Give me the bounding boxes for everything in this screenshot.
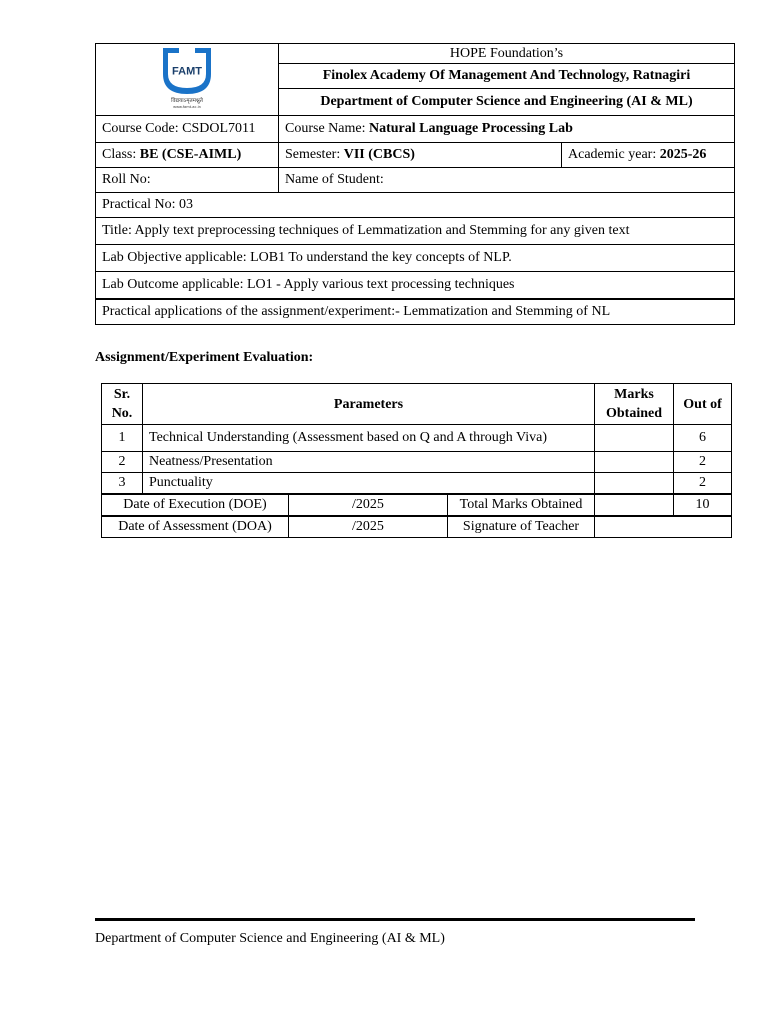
- evaluation-table: [101, 383, 732, 538]
- doa-value: /2025: [289, 516, 448, 538]
- row-outof: 6: [674, 425, 732, 452]
- famt-logo: [159, 44, 215, 110]
- logo-url: www.famt.ac.in: [173, 105, 201, 109]
- semester-cell: Semester: VII (CBCS): [279, 143, 562, 168]
- row-parameter: Neatness/Presentation: [143, 452, 595, 473]
- total-marks-label: Total Marks Obtained: [448, 494, 595, 516]
- signature-field: [595, 516, 732, 538]
- row-sr: 3: [102, 473, 143, 495]
- footer-divider: [95, 918, 695, 921]
- logo-tagline: विद्ययाऽमृतमश्नुते: [171, 98, 203, 104]
- row-sr: 1: [102, 425, 143, 452]
- col-header-parameters: Parameters: [143, 384, 595, 425]
- row-outof: 2: [674, 473, 732, 495]
- row-parameter: Punctuality: [143, 473, 595, 495]
- row-outof: 2: [674, 452, 732, 473]
- semester-value: VII (CBCS): [343, 147, 415, 162]
- course-code: Course Code: CSDOL7011: [96, 116, 279, 143]
- foundation-name: HOPE Foundation’s: [279, 44, 735, 64]
- class-value: BE (CSE-AIML): [139, 147, 242, 162]
- doe-value: /2025: [289, 494, 448, 516]
- col-header-outof: Out of: [674, 384, 732, 425]
- row-parameter: Technical Understanding (Assessment based on Q and A through Viva): [143, 425, 595, 452]
- doa-row: [102, 516, 732, 538]
- table-row: [102, 452, 732, 473]
- col-header-sr: Sr. No.: [102, 384, 143, 425]
- logo-text: FAMT: [172, 65, 202, 78]
- doe-label: Date of Execution (DOE): [102, 494, 289, 516]
- practical-number: Practical No: 03: [96, 193, 735, 218]
- roll-no-field: Roll No:: [96, 168, 279, 193]
- row-sr: 2: [102, 452, 143, 473]
- institute-name: Finolex Academy Of Management And Technology, Ratnagiri: [279, 64, 735, 89]
- course-name-value: Natural Language Processing Lab: [368, 121, 573, 136]
- practical-title: Title: Apply text preprocessing techniques of Lemmatization and Stemming for any given text: [96, 218, 735, 245]
- row-marks: [595, 425, 674, 452]
- total-outof: 10: [674, 494, 732, 516]
- practical-applications: Practical applications of the assignment/experiment:- Lemmatization and Stemming of NL: [96, 299, 735, 325]
- course-name: Course Name: Natural Language Processing Lab: [279, 116, 735, 143]
- lab-objective: Lab Objective applicable: LOB1 To understand the key concepts of NLP.: [96, 245, 735, 272]
- col-header-marks: Marks Obtained: [595, 384, 674, 425]
- course-header-table: [95, 43, 735, 325]
- course-code-value: CSDOL7011: [182, 121, 256, 136]
- signature-label: Signature of Teacher: [448, 516, 595, 538]
- logo-cell: [96, 44, 279, 116]
- doa-label: Date of Assessment (DOA): [102, 516, 289, 538]
- academic-year-value: 2025-26: [659, 147, 707, 162]
- table-row: [102, 473, 732, 495]
- row-marks: [595, 473, 674, 495]
- table-row: [102, 425, 732, 452]
- row-marks: [595, 452, 674, 473]
- class-cell: Class: BE (CSE-AIML): [96, 143, 279, 168]
- academic-year-cell: Academic year: 2025-26: [562, 143, 735, 168]
- doe-row: [102, 494, 732, 516]
- evaluation-heading: Assignment/Experiment Evaluation:: [95, 350, 314, 365]
- department-name: Department of Computer Science and Engineering (AI & ML): [279, 89, 735, 116]
- student-name-field: Name of Student:: [279, 168, 735, 193]
- footer-text: Department of Computer Science and Engineering (AI & ML): [95, 931, 445, 946]
- total-marks-value: [595, 494, 674, 516]
- lab-outcome: Lab Outcome applicable: LO1 - Apply various text processing techniques: [96, 272, 735, 300]
